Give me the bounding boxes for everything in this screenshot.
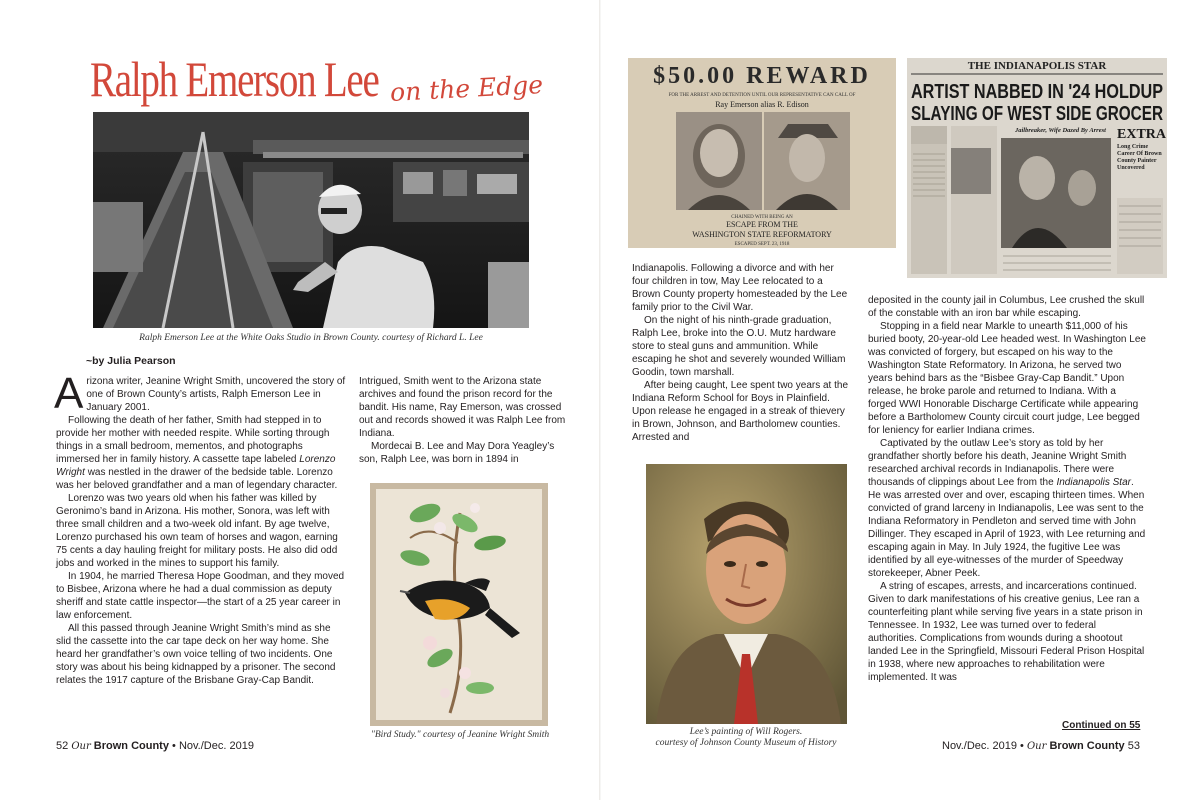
studio-photo <box>93 112 529 328</box>
paragraph: On the night of his ninth-grade graduation, Ralph Lee, broke into the O.U. Mutz hardware store to steal guns and ammunition. While escaping he shot and severely wounded William Goodin, town marshall. <box>632 315 846 378</box>
reward-escaped: ESCAPED SEPT. 23, 1918 <box>734 242 790 247</box>
paragraph: Captivated by the outlaw Lee’s story as told by her grandfather shortly before his death, Jeanine Wright Smith researched archival records in Indianapolis. There were thousands of clippings about Lee from the Indianapolis Star. He was arrested over and over, escaping thirteen times. When convicted of grand larceny in Indianapolis, Lee was sent to the Indiana Reformatory in Pendleton and served time with John Dillinger. They escaped in April of 1923, with Lee returning and escaping again in May. In July 1924, the fugitive Lee was identified by all eye-witnesses of the murder of Speedway storekeeper, Abner Peek. <box>868 438 1146 579</box>
newspaper-headline-2: SLAYING OF WEST SIDE GROCER <box>911 103 1164 125</box>
article-column-2 <box>359 375 566 475</box>
center-gutter <box>599 0 601 800</box>
article-column-4 <box>868 294 1147 732</box>
bird-study-painting <box>370 483 548 726</box>
reward-institution: WASHINGTON STATE REFORMATORY <box>692 230 832 239</box>
reward-name: Ray Emerson alias R. Edison <box>715 100 809 109</box>
reward-fine-print: FOR THE ARREST AND DETENTION UNTIL OUR REPRESENTATIVE CAN CALL OF <box>668 93 856 98</box>
paragraph: Stopping in a field near Markle to unearth $11,000 of his buried booty, 20-year-old Lee headed west. In Washington Lee was convicted of forgery, but escaped on his way to the Washington State Reformatory. In Arizona, he served two years behind bars as the “Bisbee Gray-Cap Bandit.” Upon release, he broke parole and returned to Indiana. With a forged WWI Honorable Discharge Certificate while appearing before a Bartholomew County circuit court judge, Lee begged for leniency for earlier Indiana crimes. <box>868 321 1146 436</box>
byline: ~by Julia Pearson <box>86 355 176 367</box>
page-number: 52 <box>56 740 69 752</box>
reward-chained: CHAINED WITH BEING AN <box>731 215 793 220</box>
title-subtitle: on the Edge <box>389 70 544 107</box>
studio-photo-caption: Ralph Emerson Lee at the White Oaks Studio in Brown County. courtesy of Richard L. Lee <box>139 333 483 343</box>
magazine-our: Our <box>1026 741 1047 752</box>
folio-left <box>56 740 254 752</box>
paragraph: deposited in the county jail in Columbus, Lee crushed the skull of the constable with an iron bar while escaping. <box>868 295 1145 319</box>
magazine-name: Brown County <box>93 740 169 752</box>
newspaper-extra: EXTRA <box>1117 127 1167 142</box>
magazine-name: Brown County <box>1049 740 1125 752</box>
paragraph: In 1904, he married Theresa Hope Goodman, and they moved to Bisbee, Arizona where he had a dual commission as deputy sheriff and state cattle inspector—the start of a 25 year career in law enforcement. <box>56 571 345 621</box>
newspaper-clipping <box>907 58 1167 278</box>
folio-right <box>942 740 1140 752</box>
paragraph: A string of escapes, arrests, and incarcerations continued. Given to dark manifestations of his creative genius, Lee ran a counterfeiting plant while serving five years in a state prison in Tennessee. In 1932, Lee was turned over to federal authorities. Complications from wounds during a shootout landed Lee in the Springfield, Missouri Federal Prison Hospital in 1938, where new approaches to rehabilitation were implemented. It was <box>868 581 1145 683</box>
newspaper-masthead: THE INDIANAPOLIS STAR <box>967 60 1107 72</box>
paragraph: Following the death of her father, Smith had stepped in to provide her mother with needed respite. While sorting through things in a small bedroom, mementos, and photographs immersed her in family history. A cassette tape labeled Lorenzo Wright was nestled in the drawer of the bedside table. Lorenzo was her beloved grandfather and a man of legendary character. <box>56 415 338 491</box>
newspaper-headline-1: ARTIST NABBED IN '24 HOLDUP <box>911 81 1163 103</box>
drop-cap: A <box>54 369 84 418</box>
page-number: 53 <box>1127 740 1140 752</box>
newspaper-deck: Jailbreaker, Wife Dazed By Arrest <box>1015 127 1106 134</box>
paragraph: After being caught, Lee spent two years at the Indiana Reform School for Boys in Plainfield. Upon release he engaged in a streak of thievery in Brown, Johnson, and Bartholomew counties. Arrested and <box>632 380 849 443</box>
reward-heading: $50.00 REWARD <box>653 63 871 89</box>
newspaper-sidebar: Long Crime Career Of Brown County Painter Uncovered <box>1117 144 1162 171</box>
paragraph: Intrigued, Smith went to the Arizona state archives and found the prison record for the bandit. His name, Ray Emerson, was crossed out and records showed it was Ralph Lee from Indiana. <box>359 376 566 439</box>
paragraph: All this passed through Jeanine Wright Smith’s mind as she slid the cassette into the car tape deck on her way home. She heard her grandfather’s own voice telling of two incidents. One story was about his being kidnapped by a prisoner. The second relates the 1917 capture of the Brisbane Gray-Cap Bandit. <box>56 623 336 686</box>
caption-line: courtesy of Johnson County Museum of History <box>655 738 837 748</box>
will-rogers-caption <box>640 727 852 749</box>
bird-study-caption: "Bird Study." courtesy of Jeanine Wright Smith <box>370 730 550 740</box>
issue-date: Nov./Dec. 2019 • <box>942 740 1024 752</box>
article-column-3 <box>632 262 852 452</box>
paragraph: Indianapolis. Following a divorce and with her four children in tow, May Lee relocated to a Brown County property homesteaded by the Lee family prior to the Civil War. <box>632 263 848 313</box>
paragraph: Lorenzo was two years old when his father was killed by Geronimo’s band in Arizona. His mother, Sonora, was left with three small children and a two-week old infant. By age twelve, Lorenzo purchased his own team of horses and wagon, earning 75 cents a day hauling freight for military posts. He also did odd jobs and worked in the mines to support his family. <box>56 493 338 569</box>
magazine-our: Our <box>71 741 91 752</box>
caption-line: Lee’s painting of Will Rogers. <box>689 727 803 737</box>
reward-escape-line: ESCAPE FROM THE <box>726 220 798 229</box>
issue-date: • Nov./Dec. 2019 <box>172 740 254 752</box>
paragraph: Arizona writer, Jeanine Wright Smith, uncovered the story of one of Brown County’s artists, Ralph Emerson Lee in January 2001. <box>54 369 346 418</box>
title-main: Ralph Emerson Lee <box>90 51 379 107</box>
will-rogers-painting <box>646 464 847 724</box>
article-title <box>90 50 544 108</box>
paragraph: Mordecai B. Lee and May Dora Yeagley’s son, Ralph Lee, was born in 1894 in <box>359 441 555 465</box>
continued-link[interactable]: Continued on 55 <box>1062 720 1141 731</box>
reward-poster <box>628 58 896 248</box>
article-column-1 <box>54 369 346 735</box>
